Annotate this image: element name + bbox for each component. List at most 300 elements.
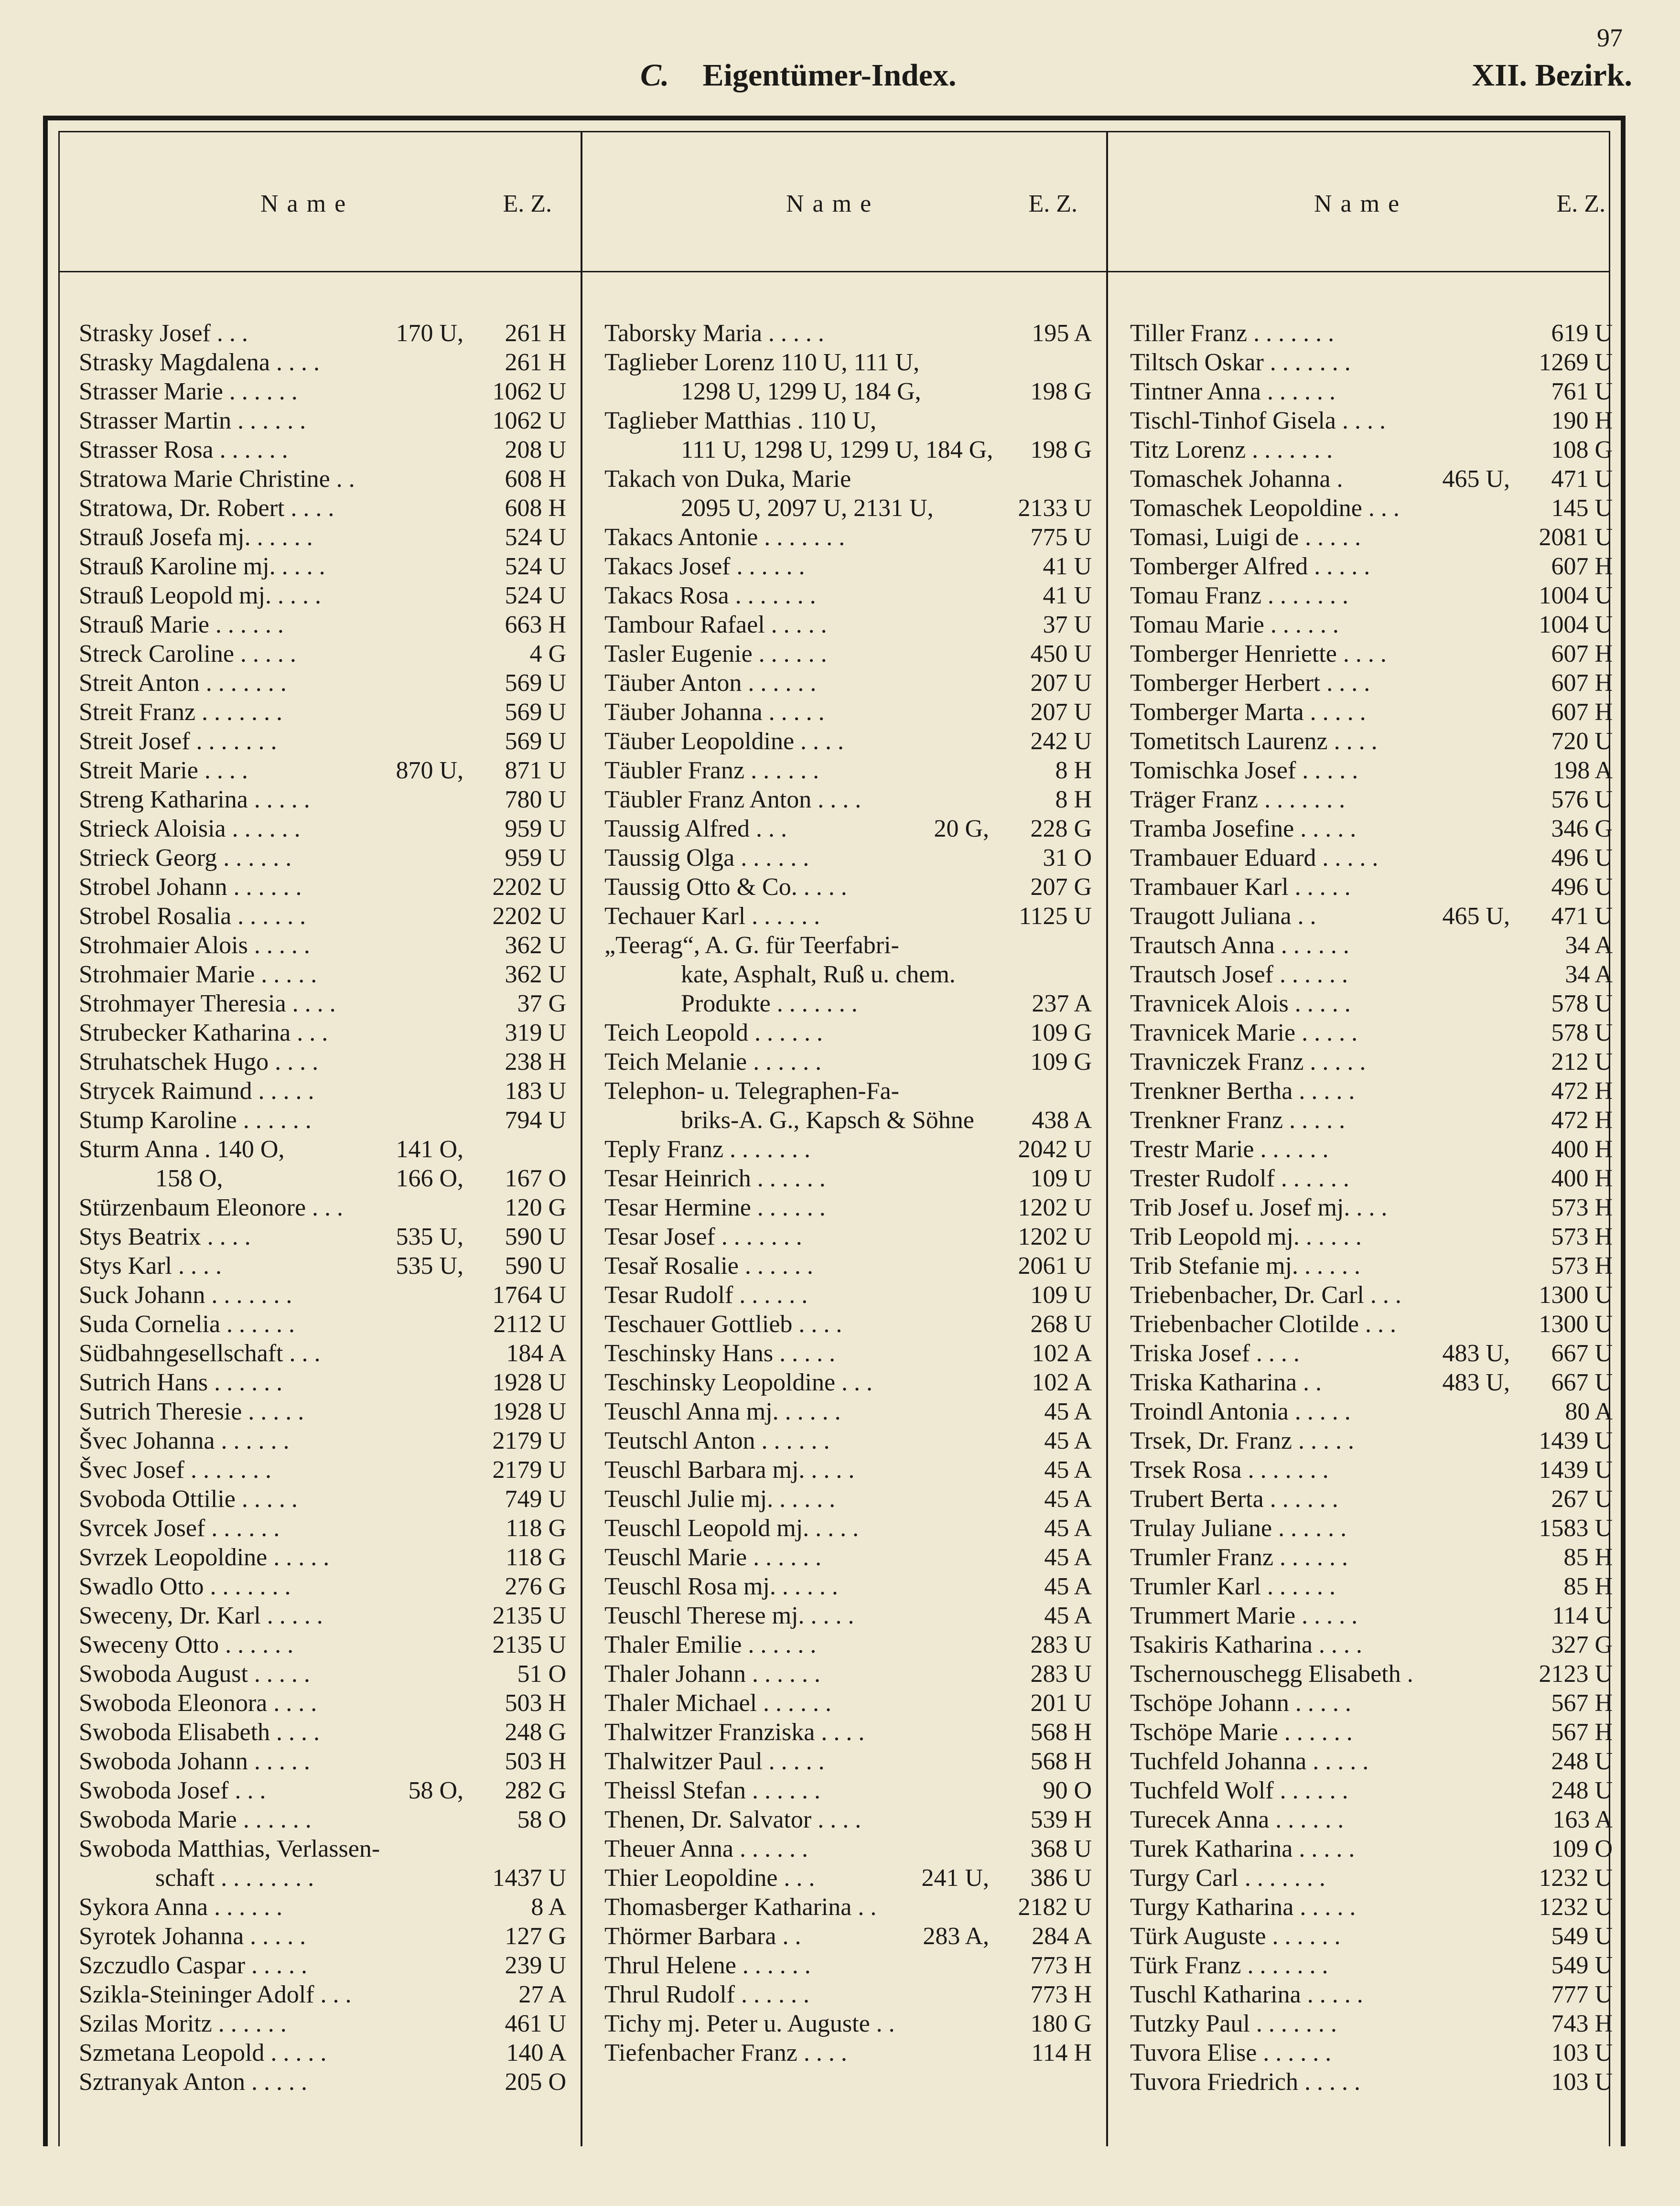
entry-ez: 282 G — [505, 1777, 566, 1804]
entry-ez: 496 U — [1551, 873, 1613, 901]
entry-name: Streck Caroline . . . . . — [79, 640, 296, 667]
entry-ez: 590 U — [505, 1252, 566, 1280]
entry-ez: 109 O — [1551, 1835, 1613, 1862]
entry-name: Titz Lorenz . . . . . . . — [1130, 436, 1333, 463]
entry-ez: 45 A — [1044, 1398, 1092, 1425]
entry-name: Stys Karl . . . . — [79, 1252, 222, 1280]
index-entry — [79, 2067, 566, 2097]
entry-ez: 102 A — [1032, 1340, 1092, 1367]
entry-name: Türk Franz . . . . . . . — [1130, 1952, 1328, 1979]
index-entry — [79, 814, 566, 843]
entry-name: 111 U, 1298 U, 1299 U, 184 G, — [681, 436, 993, 463]
index-entry — [1130, 1514, 1613, 1543]
entry-name: Strauß Leopold mj. . . . . — [79, 582, 321, 609]
entry-ez: 749 U — [505, 1485, 566, 1513]
entry-prior-ez: 483 U, — [1442, 1340, 1510, 1367]
entry-ez: 248 U — [1551, 1777, 1613, 1804]
entry-name: Sweceny Otto . . . . . . — [79, 1631, 294, 1658]
entry-name: Swoboda Elisabeth . . . . — [79, 1719, 320, 1746]
entry-ez: 1437 U — [492, 1864, 566, 1892]
index-entry — [1130, 1572, 1613, 1601]
entry-name: Strohmaier Marie . . . . . — [79, 961, 317, 988]
index-entry — [1130, 1718, 1613, 1747]
entry-name: Takacs Josef . . . . . . — [604, 553, 805, 580]
entry-prior-ez: 283 A, — [923, 1923, 989, 1950]
entry-name: Swoboda August . . . . . — [79, 1660, 310, 1688]
entry-ez: 8 H — [1055, 786, 1092, 813]
entry-ez: 31 O — [1043, 844, 1092, 872]
index-title: Eigentümer-Index. — [702, 58, 957, 93]
entry-ez: 284 A — [1032, 1923, 1092, 1950]
entry-ez: 102 A — [1032, 1369, 1092, 1396]
entry-name: Tutzky Paul . . . . . . . — [1130, 2010, 1337, 2037]
index-entry — [604, 931, 1092, 960]
entry-ez: 472 H — [1551, 1107, 1613, 1134]
entry-name: Techauer Karl . . . . . . — [604, 903, 820, 930]
entry-name: Stratowa Marie Christine . . — [79, 465, 355, 493]
entry-ez: 261 H — [505, 349, 566, 376]
entry-name: Swadlo Otto . . . . . . . — [79, 1573, 291, 1600]
entry-name: Teich Leopold . . . . . . — [604, 1019, 823, 1046]
entry-name: Strubecker Katharina . . . — [79, 1019, 328, 1046]
index-entry — [604, 727, 1092, 756]
entry-name: Tomberger Alfred . . . . . — [1130, 553, 1370, 580]
index-entry — [79, 639, 566, 668]
entry-name: Teich Melanie . . . . . . — [604, 1048, 822, 1076]
entry-ez: 1232 U — [1539, 1894, 1613, 1921]
entry-ez: 959 U — [505, 844, 566, 872]
entry-name: Taussig Alfred . . . — [604, 815, 787, 842]
entry-name: Tiefenbacher Franz . . . . — [604, 2039, 847, 2066]
index-entry — [604, 435, 1092, 464]
entry-ez: 41 U — [1043, 553, 1092, 580]
entry-name: Struhatschek Hugo . . . . — [79, 1048, 319, 1076]
index-entry — [79, 698, 566, 727]
entry-ez: 198 G — [1030, 436, 1092, 463]
entry-ez: 2042 U — [1018, 1136, 1092, 1163]
entry-name: Tomau Franz . . . . . . . — [1130, 582, 1349, 609]
index-entry — [1130, 1951, 1613, 1980]
index-entry — [604, 1543, 1092, 1572]
index-entry — [1130, 1630, 1613, 1659]
index-entry — [604, 1339, 1092, 1368]
entry-ez: 761 U — [1551, 378, 1613, 405]
entry-ez: 37 U — [1043, 611, 1092, 638]
entry-ez: 438 A — [1032, 1107, 1092, 1134]
entry-ez: 180 G — [1030, 2010, 1092, 2037]
index-entry — [1130, 756, 1613, 785]
entry-name: Teuschl Rosa mj. . . . . . — [604, 1573, 838, 1600]
ez-header: E. Z. — [503, 190, 552, 217]
index-entry — [604, 377, 1092, 406]
index-entry — [604, 319, 1092, 348]
entry-name: Tomau Marie . . . . . . — [1130, 611, 1339, 638]
index-entry — [79, 902, 566, 931]
index-entry — [1130, 1193, 1613, 1222]
header-title — [640, 57, 957, 94]
entry-ez: 183 U — [505, 1077, 566, 1105]
index-entry — [1130, 435, 1613, 464]
entry-name: Trautsch Anna . . . . . . — [1130, 932, 1349, 959]
index-entry — [1130, 1747, 1613, 1776]
entry-ez: 539 H — [1030, 1806, 1092, 1833]
index-entry — [79, 1193, 566, 1222]
index-entry — [604, 523, 1092, 552]
entry-ez: 108 G — [1551, 436, 1613, 463]
index-entry — [604, 902, 1092, 931]
entry-name: Sztranyak Anton . . . . . — [79, 2068, 308, 2096]
entry-name: Tschernouschegg Elisabeth . — [1130, 1660, 1413, 1688]
entry-ez: 386 U — [1030, 1864, 1092, 1892]
index-entry — [79, 1485, 566, 1514]
entry-prior-ez: 535 U, — [396, 1252, 463, 1280]
entry-ez: 283 U — [1030, 1631, 1092, 1658]
index-entry — [604, 1368, 1092, 1397]
entry-name: Produkte . . . . . . . — [681, 990, 858, 1017]
entry-prior-ez: 20 G, — [934, 815, 989, 842]
entry-ez: 368 U — [1030, 1835, 1092, 1862]
index-entry — [79, 785, 566, 814]
entry-ez: 90 O — [1043, 1777, 1092, 1804]
entry-name: Tomberger Herbert . . . . — [1130, 669, 1370, 697]
entry-name: Taussig Otto & Co. . . . . — [604, 873, 847, 901]
entry-name: Trsek Rosa . . . . . . . — [1130, 1456, 1329, 1484]
entry-name: Swoboda Marie . . . . . . — [79, 1806, 312, 1833]
entry-ez: 780 U — [505, 786, 566, 813]
index-entry — [79, 668, 566, 698]
index-entry — [1130, 1834, 1613, 1863]
entry-name: Taborsky Maria . . . . . — [604, 320, 824, 347]
index-entry — [604, 1251, 1092, 1281]
entry-ez: 109 G — [1030, 1048, 1092, 1076]
entry-ez: 2081 U — [1539, 524, 1613, 551]
entry-ez: 8 A — [531, 1894, 566, 1921]
entry-name: Turgy Katharina . . . . . — [1130, 1894, 1356, 1921]
entry-ez: 578 U — [1551, 1019, 1613, 1046]
index-entry — [79, 1455, 566, 1485]
entry-name: Tuvora Friedrich . . . . . — [1130, 2068, 1360, 2096]
entry-ez: 2179 U — [492, 1456, 566, 1484]
entry-ez: 549 U — [1551, 1923, 1613, 1950]
index-entry — [79, 581, 566, 610]
entry-name: Trubert Berta . . . . . . — [1130, 1485, 1338, 1513]
entry-name: Suda Cornelia . . . . . . — [79, 1311, 295, 1338]
entry-name: Thaler Johann . . . . . . — [604, 1660, 821, 1688]
entry-ez: 1062 U — [492, 378, 566, 405]
index-entry — [604, 1951, 1092, 1980]
entry-name: Teschauer Gottlieb . . . . — [604, 1311, 842, 1338]
entry-name: Thalwitzer Franziska . . . . — [604, 1719, 865, 1746]
entry-ez: 2202 U — [492, 903, 566, 930]
entry-ez: 607 H — [1551, 699, 1613, 726]
entry-name: Strasser Marie . . . . . . — [79, 378, 298, 405]
entry-name: Trib Stefanie mj. . . . . . — [1130, 1252, 1360, 1280]
entry-name: Strasky Magdalena . . . . — [79, 349, 320, 376]
entry-name: Swoboda Josef . . . — [79, 1777, 266, 1804]
entry-prior-ez: 166 O, — [396, 1165, 463, 1192]
index-entry — [604, 1455, 1092, 1485]
index-entry — [79, 1951, 566, 1980]
entry-ez: 1062 U — [492, 407, 566, 434]
index-entry — [604, 348, 1092, 377]
entry-name: Täuber Johanna . . . . . — [604, 699, 825, 726]
index-entry — [1130, 1863, 1613, 1893]
index-entry — [604, 1485, 1092, 1514]
entry-ez: 51 O — [517, 1660, 566, 1688]
index-entry — [1130, 902, 1613, 931]
entry-name: Tramba Josefine . . . . . — [1130, 815, 1357, 842]
entry-ez: 37 G — [517, 990, 566, 1017]
entry-ez: 524 U — [505, 553, 566, 580]
index-entry — [1130, 2009, 1613, 2038]
index-entry — [79, 1222, 566, 1251]
index-entry — [1130, 1164, 1613, 1193]
index-entry — [79, 348, 566, 377]
index-entry — [1130, 552, 1613, 581]
entry-name: Trumler Karl . . . . . . — [1130, 1573, 1335, 1600]
index-column-3 — [1130, 319, 1613, 2097]
index-entry — [1130, 348, 1613, 377]
index-entry — [604, 1047, 1092, 1076]
entry-name: Streng Katharina . . . . . — [79, 786, 310, 813]
index-entry — [1130, 1776, 1613, 1805]
entry-name: Swoboda Matthias, Verlassen- — [79, 1835, 380, 1862]
index-entry — [604, 1222, 1092, 1251]
entry-ez: 794 U — [505, 1107, 566, 1134]
entry-name: Strobel Johann . . . . . . — [79, 873, 302, 901]
entry-name: Trumler Franz . . . . . . — [1130, 1544, 1348, 1571]
entry-ez: 568 H — [1030, 1719, 1092, 1746]
index-entry — [604, 814, 1092, 843]
entry-ez: 2182 U — [1018, 1894, 1092, 1921]
index-entry — [79, 1980, 566, 2009]
entry-ez: 118 G — [506, 1515, 566, 1542]
entry-ez: 608 H — [505, 495, 566, 522]
index-entry — [79, 1310, 566, 1339]
index-table — [43, 116, 1626, 2146]
index-entry — [1130, 1980, 1613, 2009]
index-entry — [604, 872, 1092, 902]
entry-name: 158 O, — [155, 1165, 223, 1192]
entry-name: Trib Leopold mj. . . . . . — [1130, 1223, 1362, 1250]
entry-ez: 567 H — [1551, 1719, 1613, 1746]
entry-ez: 503 H — [505, 1689, 566, 1717]
entry-ez: 471 U — [1551, 465, 1613, 493]
entry-name: Takacs Antonie . . . . . . . — [604, 524, 845, 551]
entry-name: Tuchfeld Johanna . . . . . — [1130, 1748, 1369, 1775]
entry-name: Stürzenbaum Eleonore . . . — [79, 1194, 344, 1221]
entry-ez: 773 H — [1030, 1981, 1092, 2008]
entry-ez: 85 H — [1563, 1544, 1613, 1571]
index-entry — [79, 1397, 566, 1426]
index-entry — [604, 843, 1092, 872]
entry-name: Trestr Marie . . . . . . — [1130, 1136, 1329, 1163]
entry-name: Trester Rudolf . . . . . . — [1130, 1165, 1349, 1192]
entry-ez: 109 G — [1030, 1019, 1092, 1046]
entry-prior-ez: 141 O, — [396, 1136, 463, 1163]
entry-name: Theuer Anna . . . . . . — [604, 1835, 808, 1862]
index-entry — [604, 1310, 1092, 1339]
index-entry — [1130, 1251, 1613, 1281]
entry-name: Travnicek Marie . . . . . — [1130, 1019, 1358, 1046]
entry-ez: 2133 U — [1018, 495, 1092, 522]
index-entry — [79, 1018, 566, 1047]
entry-ez: 608 H — [505, 465, 566, 493]
entry-prior-ez: 241 U, — [921, 1864, 989, 1892]
entry-name: Taussig Olga . . . . . . — [604, 844, 809, 872]
entry-name: Tambour Rafael . . . . . — [604, 611, 827, 638]
index-entry — [604, 494, 1092, 523]
entry-ez: 228 G — [1030, 815, 1092, 842]
index-entry — [1130, 960, 1613, 989]
index-entry — [79, 1281, 566, 1310]
entry-name: Sturm Anna . 140 O, — [79, 1136, 285, 1163]
entry-name: Streit Marie . . . . — [79, 757, 248, 784]
entry-name: Syrotek Johanna . . . . . — [79, 1923, 306, 1950]
entry-ez: 1583 U — [1539, 1515, 1613, 1542]
entry-name: Tiller Franz . . . . . . . — [1130, 320, 1335, 347]
entry-ez: 667 U — [1551, 1369, 1613, 1396]
entry-ez: 607 H — [1551, 640, 1613, 667]
entry-name: Triska Josef . . . . — [1130, 1340, 1300, 1367]
entry-ez: 773 H — [1030, 1952, 1092, 1979]
entry-name: Tometitsch Laurenz . . . . — [1130, 728, 1378, 755]
entry-name: Turecek Anna . . . . . . — [1130, 1806, 1344, 1833]
entry-ez: 2135 U — [492, 1631, 566, 1658]
entry-name: Tesar Heinrich . . . . . . — [604, 1165, 826, 1192]
index-entry — [79, 756, 566, 785]
index-entry — [1130, 2038, 1613, 2067]
entry-name: Tesar Hermine . . . . . . — [604, 1194, 826, 1221]
index-entry — [1130, 727, 1613, 756]
entry-name: Teutschl Anton . . . . . . — [604, 1427, 830, 1454]
entry-ez: 248 U — [1551, 1748, 1613, 1775]
entry-name: Tschöpe Johann . . . . . — [1130, 1689, 1351, 1717]
index-column-1 — [79, 319, 566, 2097]
index-entry — [1130, 639, 1613, 668]
entry-ez: 267 U — [1551, 1485, 1613, 1513]
entry-ez: 1202 U — [1018, 1194, 1092, 1221]
entry-ez: 1439 U — [1539, 1427, 1613, 1454]
index-entry — [1130, 1922, 1613, 1951]
index-entry — [604, 1135, 1092, 1164]
entry-ez: 109 U — [1030, 1165, 1092, 1192]
entry-name: Svoboda Ottilie . . . . . — [79, 1485, 298, 1513]
entry-ez: 2123 U — [1539, 1660, 1613, 1688]
index-entry — [79, 1135, 566, 1164]
entry-name: Streit Anton . . . . . . . — [79, 669, 287, 697]
entry-name: Trautsch Josef . . . . . . — [1130, 961, 1348, 988]
index-entry — [1130, 2067, 1613, 2097]
entry-ez: 1300 U — [1539, 1311, 1613, 1338]
entry-name: Täuber Leopoldine . . . . — [604, 728, 844, 755]
entry-ez: 573 H — [1551, 1223, 1613, 1250]
index-entry — [79, 1834, 566, 1863]
index-entry — [604, 1776, 1092, 1805]
index-entry — [604, 581, 1092, 610]
index-entry — [604, 668, 1092, 698]
entry-ez: 34 A — [1565, 961, 1613, 988]
column-divider — [1106, 132, 1108, 2146]
entry-ez: 207 G — [1030, 873, 1092, 901]
entry-name: Strieck Georg . . . . . . — [79, 844, 292, 872]
entry-ez: 1928 U — [492, 1369, 566, 1396]
index-entry — [79, 1251, 566, 1281]
entry-ez: 1125 U — [1019, 903, 1092, 930]
entry-name: Thrul Helene . . . . . . — [604, 1952, 811, 1979]
index-entry — [79, 2038, 566, 2067]
entry-ez: 1004 U — [1539, 582, 1613, 609]
entry-name: Thomasberger Katharina . . — [604, 1894, 877, 1921]
index-entry — [1130, 931, 1613, 960]
index-entry — [79, 494, 566, 523]
entry-ez: 45 A — [1044, 1456, 1092, 1484]
index-entry — [79, 552, 566, 581]
entry-name: Turgy Carl . . . . . . . — [1130, 1864, 1325, 1892]
entry-name: Tuvora Elise . . . . . . — [1130, 2039, 1332, 2066]
index-entry — [79, 1426, 566, 1455]
entry-name: Sykora Anna . . . . . . — [79, 1894, 283, 1921]
ez-header: E. Z. — [1556, 190, 1605, 217]
index-entry — [1130, 1018, 1613, 1047]
entry-ez: 261 H — [505, 320, 566, 347]
index-entry — [79, 1863, 566, 1893]
index-entry — [1130, 1135, 1613, 1164]
entry-name: 1298 U, 1299 U, 184 G, — [681, 378, 921, 405]
entry-prior-ez: 870 U, — [396, 757, 463, 784]
index-entry — [79, 1368, 566, 1397]
entry-ez: 190 H — [1551, 407, 1613, 434]
entry-name: Teuschl Anna mj. . . . . . — [604, 1398, 841, 1425]
entry-ez: 114 H — [1031, 2039, 1092, 2066]
entry-name: Thörmer Barbara . . — [604, 1923, 801, 1950]
entry-ez: 549 U — [1551, 1952, 1613, 1979]
entry-name: Troindl Antonia . . . . . — [1130, 1398, 1351, 1425]
entry-ez: 208 U — [505, 436, 566, 463]
index-entry — [604, 1689, 1092, 1718]
entry-name: Swoboda Johann . . . . . — [79, 1748, 310, 1775]
entry-name: Tomberger Henriette . . . . — [1130, 640, 1387, 667]
index-entry — [79, 1893, 566, 1922]
entry-ez: 85 H — [1563, 1573, 1613, 1600]
entry-name: Travniczek Franz . . . . . — [1130, 1048, 1366, 1076]
entry-ez: 27 A — [518, 1981, 566, 2008]
entry-ez: 590 U — [505, 1223, 566, 1250]
entry-ez: 871 U — [505, 757, 566, 784]
index-entry — [79, 843, 566, 872]
entry-name: Triebenbacher Clotilde . . . — [1130, 1311, 1396, 1338]
entry-name: Thrul Rudolf . . . . . . — [604, 1981, 809, 2008]
entry-ez: 2202 U — [492, 873, 566, 901]
entry-name: Tomaschek Johanna . — [1130, 465, 1343, 493]
entry-ez: 607 H — [1551, 553, 1613, 580]
entry-ez: 524 U — [505, 582, 566, 609]
index-entry — [604, 1426, 1092, 1455]
entry-name: Streit Josef . . . . . . . — [79, 728, 277, 755]
index-entry — [604, 1514, 1092, 1543]
entry-ez: 140 A — [506, 2039, 566, 2066]
entry-ez: 472 H — [1551, 1077, 1613, 1105]
index-entry — [79, 1339, 566, 1368]
entry-ez: 400 H — [1551, 1165, 1613, 1192]
entry-name: Täubler Franz Anton . . . . — [604, 786, 862, 813]
entry-name: Stump Karoline . . . . . . — [79, 1107, 312, 1134]
index-entry — [1130, 1281, 1613, 1310]
entry-name: Triebenbacher, Dr. Carl . . . — [1130, 1281, 1401, 1309]
entry-name: Swoboda Eleonora . . . . — [79, 1689, 317, 1717]
entry-name: Strauß Josefa mj. . . . . . — [79, 524, 313, 551]
entry-name: Telephon- u. Telegraphen-Fa- — [604, 1077, 899, 1105]
